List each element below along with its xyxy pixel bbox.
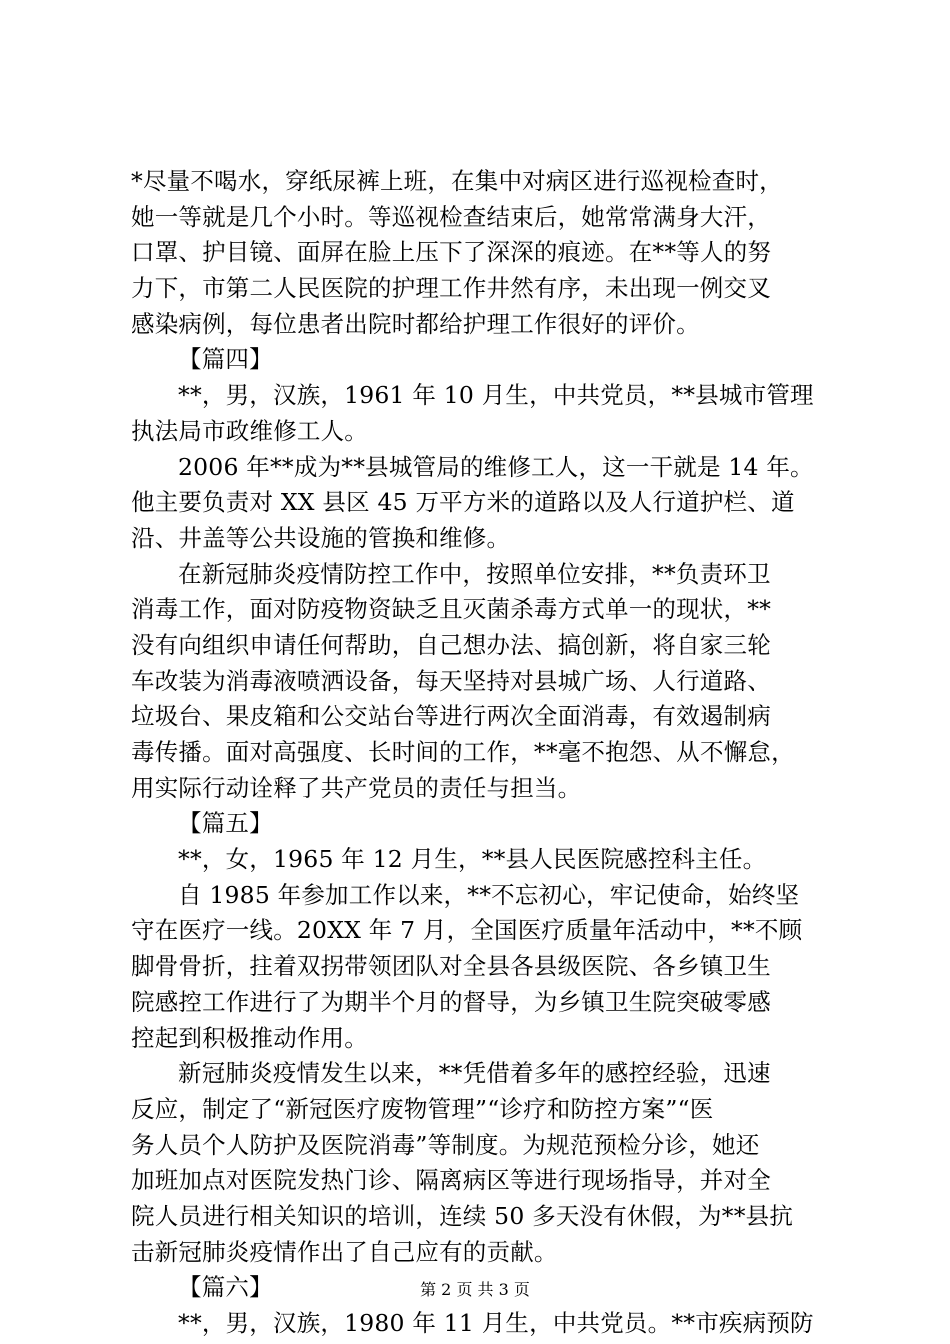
text-line: 力下，市第二人民医院的护理工作井然有序，未出现一例交叉	[131, 274, 771, 303]
text-line: 自 1985 年参加工作以来，**不忘初心，牢记使命，始终坚	[178, 880, 800, 909]
text-line: 她一等就是几个小时。等巡视检查结束后，她常常满身大汗，	[131, 202, 771, 231]
text-line: 用实际行动诠释了共产党员的责任与担当。	[131, 773, 582, 802]
page-footer: 第 2 页 共 3 页	[420, 1280, 530, 1299]
text-line: 击新冠肺炎疫情作出了自己应有的贡献。	[131, 1237, 558, 1266]
text-line: 消毒工作，面对防疫物资缺乏且灭菌杀毒方式单一的现状，**	[131, 595, 772, 624]
text-line: 加班加点对医院发热门诊、隔离病区等进行现场指导，并对全	[131, 1166, 771, 1195]
text-line: **，男，汉族，1980 年 11 月生，中共党员。**市疾病预防	[178, 1309, 814, 1337]
text-line: 在新冠肺炎疫情防控工作中，按照单位安排，**负责环卫	[178, 559, 771, 588]
text-line: **，男，汉族，1961 年 10 月生，中共党员，**县城市管理	[178, 381, 814, 410]
text-line: 务人员个人防护及医院消毒”等制度。为规范预检分诊，她还	[131, 1130, 760, 1159]
section-heading: 【篇四】	[178, 345, 273, 374]
text-line: 反应，制定了“新冠医疗废物管理”“诊疗和防控方案”“医	[131, 1094, 714, 1123]
text-line: **，女，1965 年 12 月生，**县人民医院感控科主任。	[178, 845, 767, 874]
text-line: 院人员进行相关知识的培训，连续 50 多天没有休假，为**县抗	[131, 1201, 794, 1230]
text-line: 执法局市政维修工人。	[131, 416, 368, 445]
text-line: 他主要负责对 XX 县区 45 万平方米的道路以及人行道护栏、道	[131, 488, 795, 517]
text-line: 脚骨骨折，拄着双拐带领团队对全县各县级医院、各乡镇卫生	[131, 952, 771, 981]
document-body	[131, 164, 831, 1342]
text-line: 车改装为消毒液喷洒设备，每天坚持对县城广场、人行道路、	[131, 666, 771, 695]
section-heading: 【篇六】	[178, 1273, 273, 1302]
text-line: 守在医疗一线。20XX 年 7 月，全国医疗质量年活动中，**不顾	[131, 916, 803, 945]
text-line: 毒传播。面对高强度、长时间的工作，**毫不抱怨、从不懈怠，	[131, 738, 795, 766]
text-line: 没有向组织申请任何帮助，自己想办法、搞创新，将自家三轮	[131, 630, 771, 659]
text-line: 控起到积极推动作用。	[131, 1023, 368, 1052]
text-line: *尽量不喝水，穿纸尿裤上班，在集中对病区进行巡视检查时，	[131, 167, 783, 195]
text-line: 垃圾台、果皮箱和公交站台等进行两次全面消毒，有效遏制病	[131, 702, 771, 731]
section-heading: 【篇五】	[178, 809, 273, 838]
text-line: 感染病例，每位患者出院时都给护理工作很好的评价。	[131, 309, 700, 338]
text-line: 沿、井盖等公共设施的管换和维修。	[131, 523, 511, 552]
text-line: 院感控工作进行了为期半个月的督导，为乡镇卫生院突破零感	[131, 987, 771, 1016]
text-line: 2006 年**成为**县城管局的维修工人，这一干就是 14 年。	[178, 452, 814, 481]
text-line: 新冠肺炎疫情发生以来，**凭借着多年的感控经验，迅速	[178, 1059, 771, 1088]
text-line: 口罩、护目镜、面屏在脸上压下了深深的痕迹。在**等人的努	[131, 238, 772, 267]
